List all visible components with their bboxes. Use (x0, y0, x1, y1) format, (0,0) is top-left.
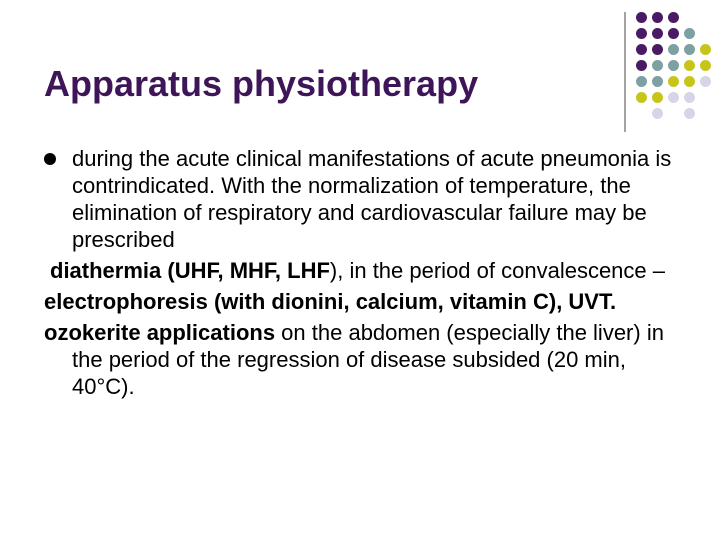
decorative-dot (636, 60, 647, 71)
slide-body (44, 145, 684, 404)
decorative-dot (700, 60, 711, 71)
decorative-dot (684, 76, 695, 87)
bullet-paragraph (44, 145, 684, 253)
item-normal-text: ), in the period of convalescence – (329, 258, 665, 283)
decorative-dot (668, 92, 679, 103)
decorative-dot (684, 60, 695, 71)
decorative-dot (684, 108, 695, 119)
decorative-dot (684, 92, 695, 103)
decorative-dot (700, 44, 711, 55)
decorative-dot (636, 12, 647, 23)
decorative-dot (652, 92, 663, 103)
decorative-dot (652, 108, 663, 119)
decorative-dot (700, 76, 711, 87)
vertical-divider (624, 12, 626, 132)
decorative-dot (668, 44, 679, 55)
item-bold-text: diathermia (UHF, MHF, LHF (50, 258, 330, 283)
decorative-dot (652, 60, 663, 71)
item-normal-text: on the abdomen (especially the liver) in the period of the regression of disease subsided (20 min, 40°C). (72, 320, 664, 399)
decorative-dot (684, 28, 695, 39)
decorative-dot (636, 44, 647, 55)
item-bold-text: ozokerite applications (44, 320, 276, 345)
decorative-dot (636, 28, 647, 39)
decorative-dot (636, 76, 647, 87)
decorative-dot (652, 76, 663, 87)
bullet-text: during the acute clinical manifestations of acute pneumonia is contrindicated. With the normalization of temperature, the elimination of respiratory and cardiovascular failure may be prescribed (72, 146, 672, 252)
list-item (44, 319, 684, 400)
decorative-dot (636, 92, 647, 103)
decorative-dot (652, 12, 663, 23)
decorative-dot (668, 12, 679, 23)
decorative-dot (668, 28, 679, 39)
decorative-dot (668, 60, 679, 71)
decorative-dot (684, 44, 695, 55)
decorative-dot (668, 76, 679, 87)
decorative-dot (652, 44, 663, 55)
decorative-dot (652, 28, 663, 39)
item-bold-text: electrophoresis (with dionini, calcium, vitamin C), UVT. (44, 289, 617, 314)
slide-title: Apparatus physiotherapy (44, 63, 479, 104)
bullet-dot-icon (44, 153, 56, 165)
list-item (44, 257, 684, 284)
list-item (44, 288, 684, 315)
